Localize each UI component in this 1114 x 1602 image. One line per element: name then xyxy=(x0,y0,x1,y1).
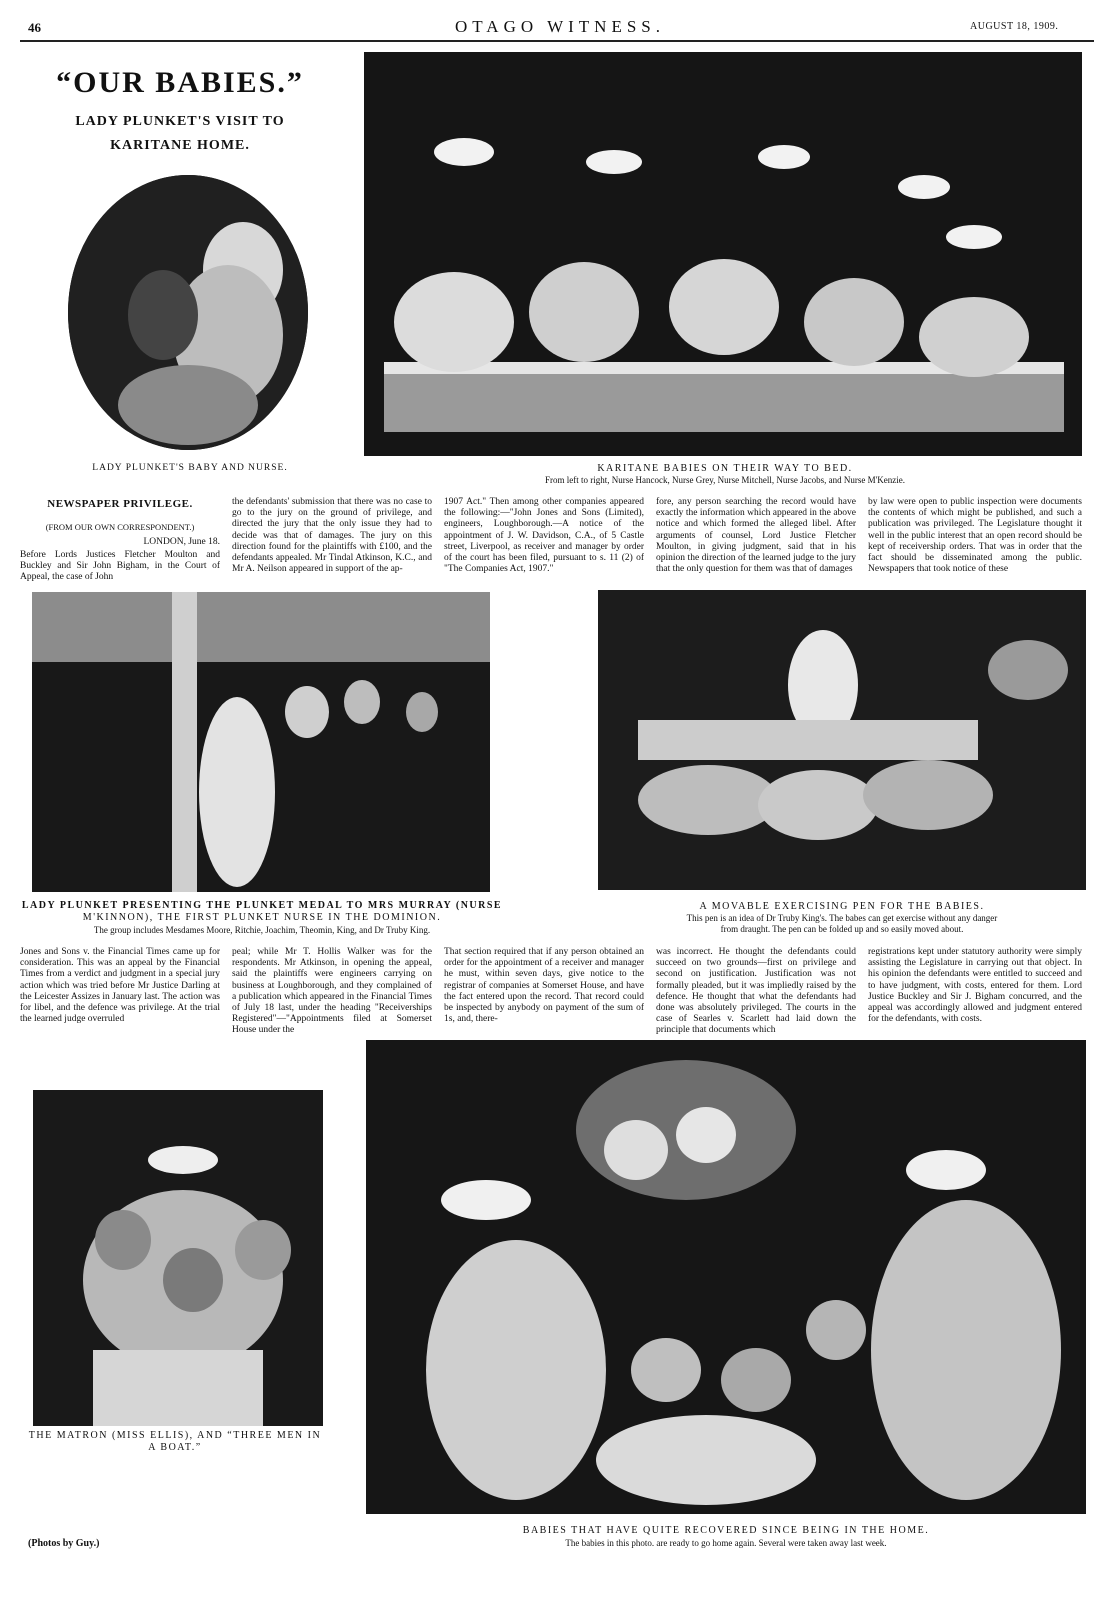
article-mid-column-4: was incorrect. He thought the defendants could succeed on two grounds—first on privilege and second on justification. Justification was not formally pleaded, but it was impliedly raised by the defence. He thought that what the defendants had done was absolutely privileged. The courts in the case of Searles v. Scarlett had laid down the principle that documents which xyxy=(656,947,856,1036)
page-number: 46 xyxy=(28,20,41,35)
article-top-column-1: Before Lords Justices Fletcher Moulton and Buckley and Sir John Bigham, in the Court of Appeal, the case of John xyxy=(20,550,220,583)
plunket-medal-photo xyxy=(32,592,490,892)
matron-photo xyxy=(33,1090,323,1426)
plunket-medal-caption-2: M'KINNON), THE FIRST PLUNKET NURSE IN THE DOMINION. xyxy=(82,912,442,923)
masthead: OTAGO WITNESS. xyxy=(455,17,665,36)
article-mid-column-5: registrations kept under statutory authority were simply assisting the Legislature in carrying out that object. In his opinion the defendants were entitled to succeed and to have judgment, with costs, entered for them. Lord Justice Buckley and Sir J. Bigham concurred, and the appeal was accordingly allowed and judgment entered for the defendants, with costs. xyxy=(868,947,1082,1025)
matron-caption-2: A BOAT.” xyxy=(148,1442,202,1453)
recovered-babies-subcaption: The babies in this photo. are ready to go home again. Several were taken away last week. xyxy=(565,1538,887,1548)
article-top-column-3: 1907 Act." Then among other companies appeared the following:—"John Jones and Sons (Limited), engineers, Loughborough.—A notice of the appointment of J. W. Davidson, C.A., of 5 Castle street, Liverpool, as receiver and manager by order of the court has been filed, pursuant to s. 11 (2) of "The Companies Act, 1907." xyxy=(444,497,644,575)
article-mid-column-3: That section required that if any person obtained an order for the appointment of a receiver and manager he must, within seven days, give notice to the registrar of companies at Somerset House, and have the fact entered upon the record. That record could be inspected by anybody on payment of the sum of 1s, and, there- xyxy=(444,947,644,1025)
babies-to-bed-caption: KARITANE BABIES ON THEIR WAY TO BED. xyxy=(597,463,853,474)
photo-credit: (Photos by Guy.) xyxy=(28,1538,100,1549)
exercising-pen-subcaption-1: This pen is an idea of Dr Truby King's. The babes can get exercise without any danger xyxy=(686,913,998,923)
article-top-column-4: fore, any person searching the record would have exactly the information which appeared in the above notice and which formed the alleged libel. After arguments of counsel, Lord Justice Fletcher Moulton, in giving judgment, said that in his opinion the direction of the learned judge to the jury that the only question for them was that of damages xyxy=(656,497,856,575)
headline-subtitle-2: KARITANE HOME. xyxy=(110,138,250,153)
article-heading: NEWSPAPER PRIVILEGE. xyxy=(47,498,193,510)
article-top-column-5: by law were open to public inspection were documents the contents of which might be published, and such a publication was privileged. The Legislature thought it well in the public interest that an open record should be kept of receivership orders. That was in order that the fact should be disseminated among the public. Newspapers that took notice of these xyxy=(868,497,1082,575)
plunket-medal-caption-1: LADY PLUNKET PRESENTING THE PLUNKET MEDAL TO MRS MURRAY (NURSE xyxy=(21,900,503,911)
exercising-pen-caption: A MOVABLE EXERCISING PEN FOR THE BABIES. xyxy=(699,901,985,912)
article-mid-column-2: peal; while Mr T. Hollis Walker was for the respondents. Mr Atkinson, in opening the appeal, said the plaintiffs were engineers carrying on business at Loughborough, and they complained of a publication which appeared in the Financial Times of July 18 last, under the heading "Receiverships Registered"—"Appointments filed at Somerset House under the xyxy=(232,947,432,1036)
exercising-pen-subcaption-2: from draught. The pen can be folded up and so easily moved about. xyxy=(720,924,964,934)
article-dateline: LONDON, June 18. xyxy=(143,537,220,547)
headline-subtitle-1: LADY PLUNKET'S VISIT TO xyxy=(75,114,285,129)
article-source: (FROM OUR OWN CORRESPONDENT.) xyxy=(45,522,195,532)
issue-date: AUGUST 18, 1909. xyxy=(970,21,1059,32)
baby-and-nurse-photo xyxy=(68,175,308,450)
plunket-medal-subcaption: The group includes Mesdames Moore, Ritchie, Joachim, Theomin, King, and Dr Truby King. xyxy=(93,925,431,935)
baby-and-nurse-caption: LADY PLUNKET'S BABY AND NURSE. xyxy=(92,463,288,473)
article-top-column-2: the defendants' submission that there was no case to go to the jury on the ground of privilege, and directed the jury that the only issue they had to decide was that of damages. The jury on this direction found for the plaintiffs with £100, and the defendants appealed. Mr Tindal Atkinson, K.C., and Mr A. Neilson appeared in support of the ap- xyxy=(232,497,432,575)
recovered-babies-caption: BABIES THAT HAVE QUITE RECOVERED SINCE BEING IN THE HOME. xyxy=(522,1525,930,1536)
header-rule xyxy=(20,40,1094,42)
babies-to-bed-subcaption: From left to right, Nurse Hancock, Nurse Grey, Nurse Mitchell, Nurse Jacobs, and Nurse M'Kenzie. xyxy=(545,475,905,485)
exercising-pen-photo xyxy=(598,590,1086,890)
babies-to-bed-photo xyxy=(364,52,1082,456)
headline-title: “OUR BABIES.” xyxy=(56,66,304,99)
recovered-babies-photo xyxy=(366,1040,1086,1514)
article-mid-column-1: Jones and Sons v. the Financial Times came up for consideration. This was an appeal by the Financial Times from a verdict and judgment in a special jury action which was tried before Mr Justice Darling at the Leicester Assizes in January last. The action was for libel, and the defence was privilege. At the trial the learned judge overruled xyxy=(20,947,220,1025)
matron-caption-1: THE MATRON (MISS ELLIS), AND “THREE MEN IN xyxy=(28,1430,322,1441)
